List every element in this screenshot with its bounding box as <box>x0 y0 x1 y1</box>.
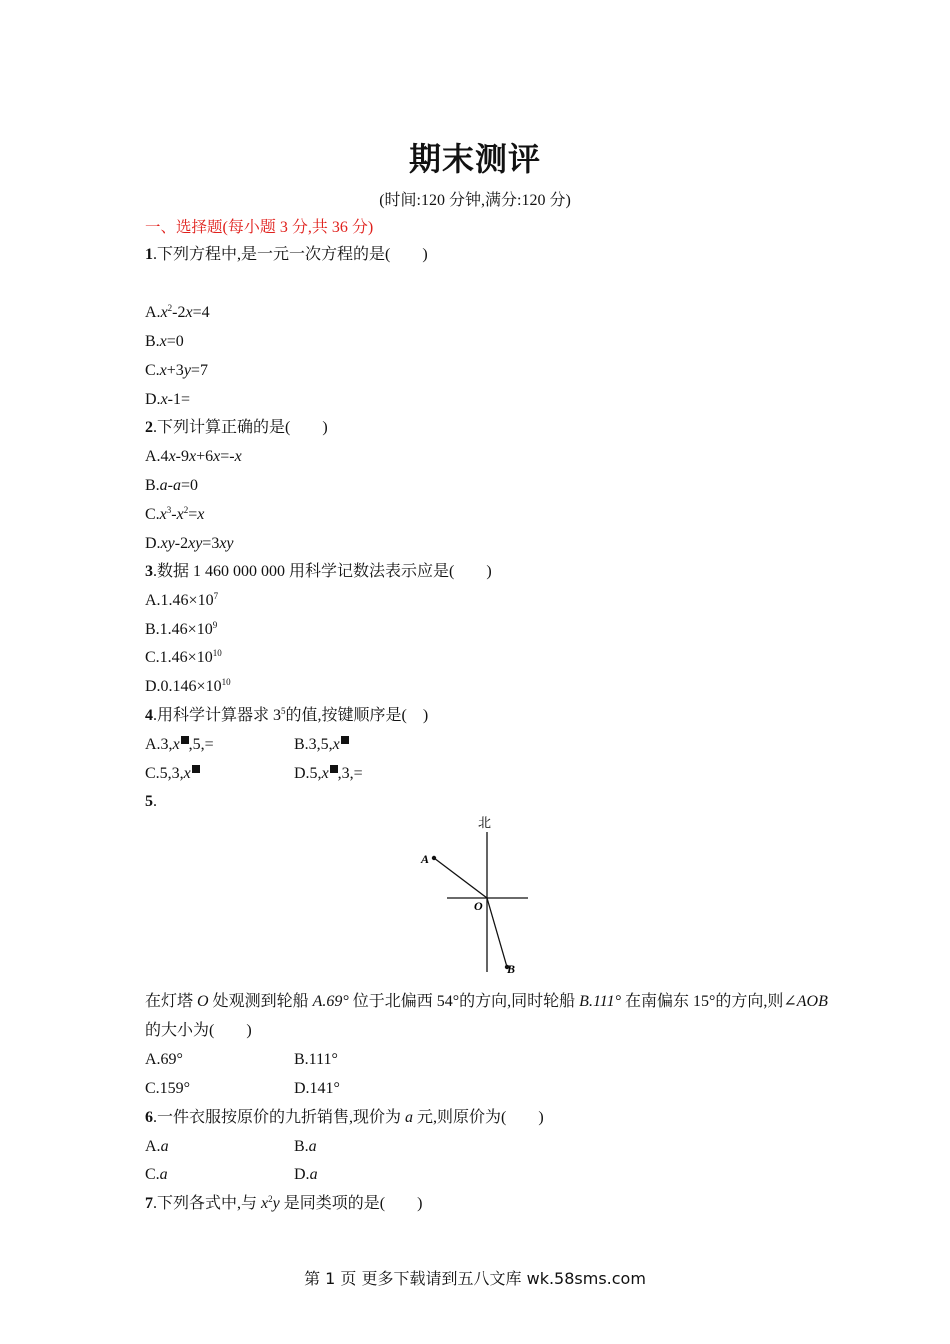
variable: x <box>185 304 193 321</box>
q2-option-b <box>145 476 198 496</box>
point-a <box>432 856 436 860</box>
variable: x <box>159 362 167 379</box>
question-5-text-line1 <box>145 992 828 1012</box>
q1-option-c <box>145 361 208 381</box>
variable: a <box>173 477 181 494</box>
q1-option-d <box>145 390 190 410</box>
variable: x <box>189 448 197 465</box>
exponent: 3 <box>166 505 172 515</box>
q5-option-a: A.69° <box>145 1051 183 1068</box>
power-key-icon <box>341 736 349 744</box>
q3-option-a <box>145 591 218 611</box>
variable: x <box>197 506 205 523</box>
q2-option-d <box>145 534 234 554</box>
q5-option-b: B.111° <box>294 1051 338 1068</box>
option-label: C. <box>145 1166 160 1183</box>
text: A.4 <box>145 448 169 465</box>
text: =- <box>220 448 235 465</box>
variable: x <box>332 736 340 753</box>
question-number: 2 <box>145 419 153 436</box>
power-key-icon <box>192 765 200 773</box>
q2-option-c <box>145 505 204 525</box>
question-text: .一件衣服按原价的九折销售,现价为 <box>153 1109 406 1126</box>
question-number: 5 <box>145 793 153 810</box>
variable: x <box>321 765 329 782</box>
q5-options-row1 <box>145 1050 338 1070</box>
label-o: O <box>474 899 483 913</box>
question-5-stem <box>145 792 157 812</box>
text: =3 <box>202 535 220 552</box>
text: ,5,= <box>188 736 214 753</box>
exponent: 9 <box>212 620 218 630</box>
variable: a <box>405 1109 414 1126</box>
variable: y <box>183 362 191 379</box>
question-number: 6 <box>145 1109 153 1126</box>
question-text: .下列方程中,是一元一次方程的是( ) <box>153 246 428 263</box>
text: D.5, <box>294 765 322 782</box>
option-label: B. <box>145 333 160 350</box>
variable: x <box>168 448 176 465</box>
exponent: 10 <box>212 648 222 658</box>
question-number: 1 <box>145 246 153 263</box>
question-number: 7 <box>145 1195 153 1212</box>
q4-option-a <box>145 736 214 753</box>
q4-options-row1 <box>145 735 340 755</box>
text: = <box>188 506 198 523</box>
question-text: .数据 1 460 000 000 用科学记数法表示应是( ) <box>153 563 492 580</box>
question-2-stem <box>145 418 328 438</box>
q3-option-b <box>145 620 217 640</box>
q6-options-row1 <box>145 1137 317 1157</box>
text: =7 <box>190 362 208 379</box>
variable: xy <box>160 535 175 552</box>
text: -9 <box>175 448 189 465</box>
text: -2 <box>174 535 189 552</box>
variable: x <box>160 391 168 408</box>
text: -2 <box>172 304 186 321</box>
option-label: D. <box>145 391 161 408</box>
ray-oa <box>434 858 487 898</box>
q2-option-a <box>145 447 242 467</box>
variable: x <box>159 506 167 523</box>
variable: y <box>272 1195 280 1212</box>
question-text: .下列计算正确的是( ) <box>153 419 328 436</box>
option-label: A. <box>145 304 161 321</box>
q6-options-row2 <box>145 1165 318 1185</box>
question-5-text-line2: 的大小为( ) <box>145 1022 252 1039</box>
text: B.1.46×10 <box>145 621 213 638</box>
text: 处观测到轮船 <box>208 993 313 1010</box>
q3-option-c <box>145 648 222 668</box>
text: D.0.146×10 <box>145 678 222 695</box>
text: C.1.46×10 <box>145 649 213 666</box>
variable: x <box>261 1195 269 1212</box>
variable: a <box>159 477 168 494</box>
text: =0 <box>181 477 199 494</box>
question-number: 3 <box>145 563 153 580</box>
question-text: .下列各式中,与 <box>153 1195 262 1212</box>
text: B. <box>145 477 160 494</box>
exponent: 2 <box>183 505 189 515</box>
power-key-icon <box>181 736 189 744</box>
option-label: C. <box>145 362 160 379</box>
q4-options-row2 <box>145 764 363 784</box>
q6-option-c <box>145 1166 168 1183</box>
q4-option-c <box>145 765 200 782</box>
variable: B.111° <box>579 993 621 1010</box>
variable: x <box>176 506 184 523</box>
variable: x <box>234 448 242 465</box>
variable: x <box>172 736 180 753</box>
question-text: 是同类项的是( ) <box>279 1195 423 1212</box>
variable: a <box>308 1138 317 1155</box>
direction-figure <box>410 812 550 980</box>
question-4-stem <box>145 706 428 726</box>
text: ,3,= <box>337 765 363 782</box>
question-text: .用科学计算器求 3 <box>153 707 282 724</box>
text: 位于北偏西 54°的方向,同时轮船 <box>348 993 580 1010</box>
question-1-stem <box>145 245 428 265</box>
question-text: 元,则原价为( ) <box>413 1109 544 1126</box>
variable: AOB <box>796 993 828 1010</box>
text: - <box>167 477 173 494</box>
exponent: 2 <box>167 303 173 313</box>
q1-option-b <box>145 332 184 352</box>
question-number: 4 <box>145 707 153 724</box>
q3-option-d <box>145 677 231 697</box>
section-heading <box>145 217 373 238</box>
option-label: A. <box>145 1138 161 1155</box>
exponent: 2 <box>268 1194 273 1204</box>
q6-option-b <box>294 1137 317 1157</box>
variable: x <box>160 304 168 321</box>
text: - <box>171 506 177 523</box>
q5-option-d: D.141° <box>294 1080 340 1097</box>
exam-info: (时间:120 分钟,满分:120 分) <box>379 192 571 209</box>
section-label: 一、选择题 <box>145 218 223 236</box>
q6-option-a <box>145 1138 169 1155</box>
question-7-stem <box>145 1194 422 1214</box>
text: 在灯塔 <box>145 993 198 1010</box>
q4-option-b <box>294 735 349 755</box>
q4-option-d <box>294 764 363 784</box>
text: A.1.46×10 <box>145 592 214 609</box>
text: B.3,5, <box>294 736 333 753</box>
q5-options-row2 <box>145 1079 340 1099</box>
exponent: 7 <box>213 591 219 601</box>
variable: a <box>309 1166 318 1183</box>
q6-option-d <box>294 1165 318 1185</box>
q1-option-a <box>145 303 210 323</box>
variable: a <box>159 1166 168 1183</box>
label-b: B <box>507 962 516 976</box>
text: D. <box>145 535 161 552</box>
text: =0 <box>166 333 184 350</box>
text: +6 <box>196 448 214 465</box>
label-a: A <box>421 852 430 866</box>
text: 在南偏东 15°的方向,则∠ <box>620 993 797 1010</box>
section-note: (每小题 3 分,共 36 分) <box>222 219 374 236</box>
variable: x <box>213 448 221 465</box>
text: . <box>153 793 157 810</box>
text: +3 <box>166 362 184 379</box>
option-label: B. <box>294 1138 309 1155</box>
option-label: D. <box>294 1166 310 1183</box>
text: -1= <box>167 391 191 408</box>
question-3-stem <box>145 562 492 582</box>
variable: xy <box>219 535 234 552</box>
variable: a <box>160 1138 169 1155</box>
question-text: 的值,按键顺序是( ) <box>285 707 429 724</box>
text: A.3, <box>145 736 173 753</box>
text: C.5,3, <box>145 765 184 782</box>
text: =4 <box>192 304 210 321</box>
power-key-icon <box>330 765 338 773</box>
page-title: 期末测评 <box>408 140 541 178</box>
ray-ob <box>487 898 507 967</box>
question-6-stem <box>145 1108 544 1128</box>
variable: A.69° <box>312 993 349 1010</box>
exponent: 5 <box>281 706 286 716</box>
page-footer: 第 1 页 更多下载请到五八文库 wk.58sms.com <box>304 1269 646 1288</box>
text: C. <box>145 506 160 523</box>
variable: O <box>197 993 209 1010</box>
variable: x <box>183 765 191 782</box>
north-label: 北 <box>478 815 492 830</box>
q5-option-c: C.159° <box>145 1080 191 1097</box>
exponent: 10 <box>221 677 231 687</box>
variable: x <box>159 333 167 350</box>
variable: xy <box>188 535 203 552</box>
